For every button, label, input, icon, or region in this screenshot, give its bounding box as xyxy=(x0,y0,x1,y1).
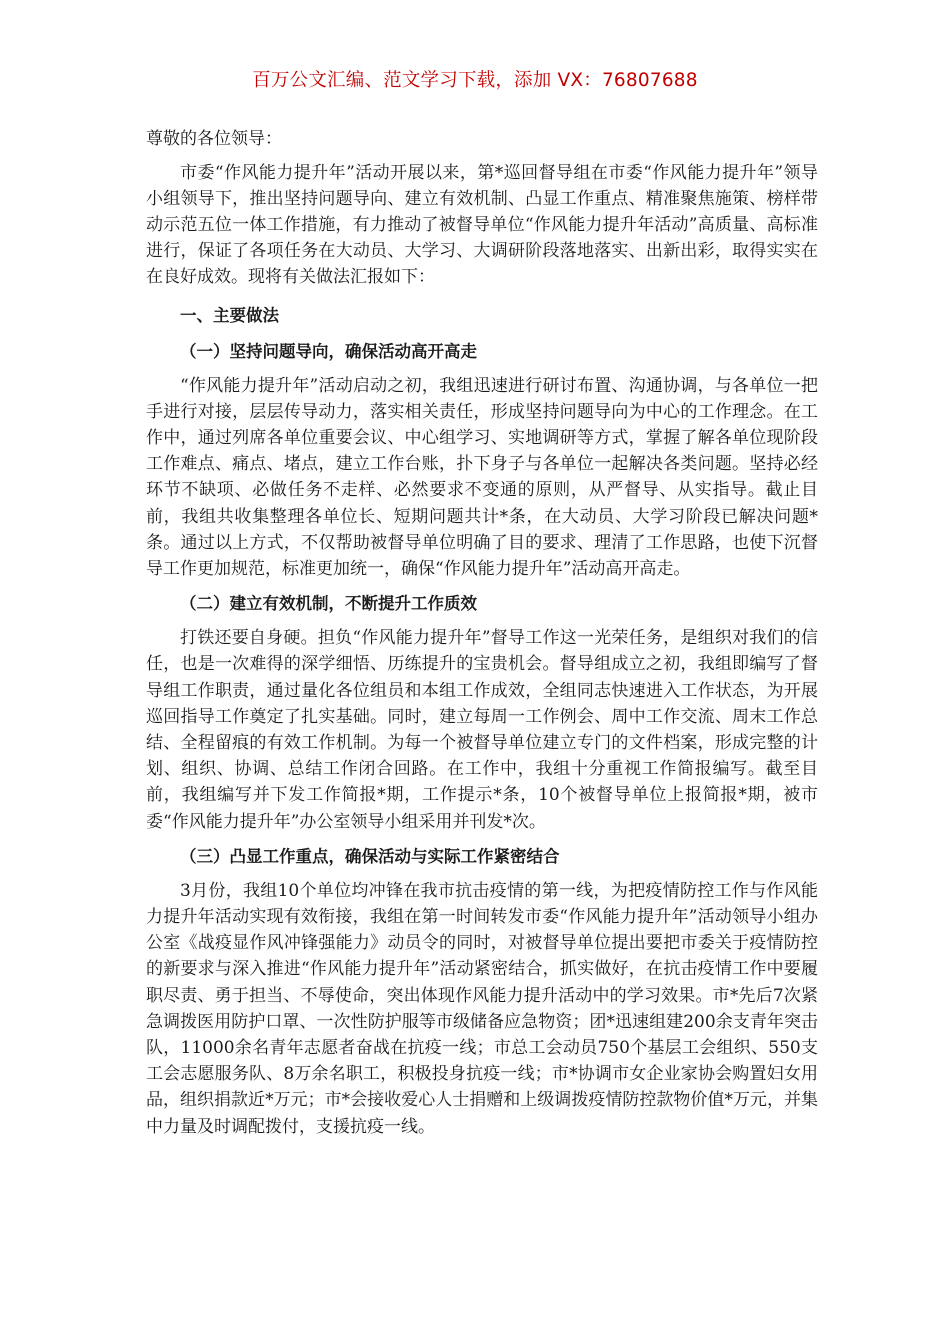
subsection-heading-3: （三）凸显工作重点，确保活动与实际工作紧密结合 xyxy=(180,846,560,866)
section-heading-main-practices: 一、主要做法 xyxy=(180,305,279,325)
subsection-paragraph-1: “作风能力提升年”活动启动之初，我组迅速进行研讨布置、沟通协调，与各单位一把手进行对接，层层传导动力，落实相关责任，形成坚持问题导向为中心的工作理念。在工作中，通过列席各单位重要会议、中心组学习、实地调研等方式，掌握了解各单位现阶段工作难点、痛点、堵点，建立工作台账，扑下身子与各单位一起解决各类问题。坚持必经环节不缺项、必做任务不走样、必然要求不变通的原则，从严督导、从实指导。截止目前，我组共收集整理各单位长、短期问题共计*条，在大动员、大学习阶段已解决问题*条。通过以上方式，不仅帮助被督导单位明确了目的要求、理清了工作思路，也使下沉督导工作更加规范，标准更加统一，确保“作风能力提升年”活动高开高走。 xyxy=(146,375,818,579)
subsection-paragraph-3: 3月份，我组10个单位均冲锋在我市抗击疫情的第一线，为把疫情防控工作与作风能力提升年活动实现有效衔接，我组在第一时间转发市委“作风能力提升年”活动领导小组办公室《战疫显作风冲锋强能力》动员令的同时，对被督导单位提出要把市委关于疫情防控的新要求与深入推进“作风能力提升年”活动紧密结合，抓实做好，在抗击疫情工作中要履职尽责、勇于担当、不辱使命，突出体现作风能力提升活动中的学习效果。市*先后7次紧急调拨医用防护口罩、一次性防护服等市级储备应急物资；团*迅速组建200余支青年突击队，11000余名青年志愿者奋战在抗疫一线；市总工会动员750个基层工会组织、550支工会志愿服务队、8万余名职工，积极投身抗疫一线；市*协调市女企业家协会购置妇女用品，组织捐款近*万元；市*会接收爱心人士捐赠和上级调拨疫情防控款物价值*万元，并集中力量及时调配拨付，支援抗疫一线。 xyxy=(146,880,818,1137)
watermark-header: 百万公文汇编、范文学习下载，添加 VX：76807688 xyxy=(252,70,698,91)
subsection-heading-2: （二）建立有效机制，不断提升工作质效 xyxy=(180,594,477,614)
intro-paragraph: 市委“作风能力提升年”活动开展以来，第*巡回督导组在市委“作风能力提升年”领导小组领导下，推出坚持问题导向、建立有效机制、凸显工作重点、精准聚焦施策、榜样带动示范五位一体工作措施，有力推动了被督导单位“作风能力提升年活动”高质量、高标准进行，保证了各项任务在大动员、大学习、大调研阶段落地落实、出新出彩，取得实实在在良好成效。现将有关做法汇报如下： xyxy=(146,162,818,288)
subsection-paragraph-2: 打铁还要自身硬。担负“作风能力提升年”督导工作这一光荣任务，是组织对我们的信任，也是一次难得的深学细悟、历练提升的宝贵机会。督导组成立之初，我组即编写了督导组工作职责，通过量化各位组员和本组工作成效，全组同志快速进入工作状态，为开展巡回指导工作奠定了扎实基础。同时，建立每周一工作例会、周中工作交流、周末工作总结、全程留痕的有效工作机制。为每一个被督导单位建立专门的文件档案，形成完整的计划、组织、协调、总结工作闭合回路。在工作中，我组十分重视工作简报编写。截至目前，我组编写并下发工作简报*期，工作提示*条，10个被督导单位上报简报*期，被市委“作风能力提升年”办公室领导小组采用并刊发*次。 xyxy=(146,628,818,832)
subsection-heading-1: （一）坚持问题导向，确保活动高开高走 xyxy=(180,341,477,361)
salutation: 尊敬的各位领导： xyxy=(146,129,282,149)
document-body xyxy=(146,126,818,1149)
